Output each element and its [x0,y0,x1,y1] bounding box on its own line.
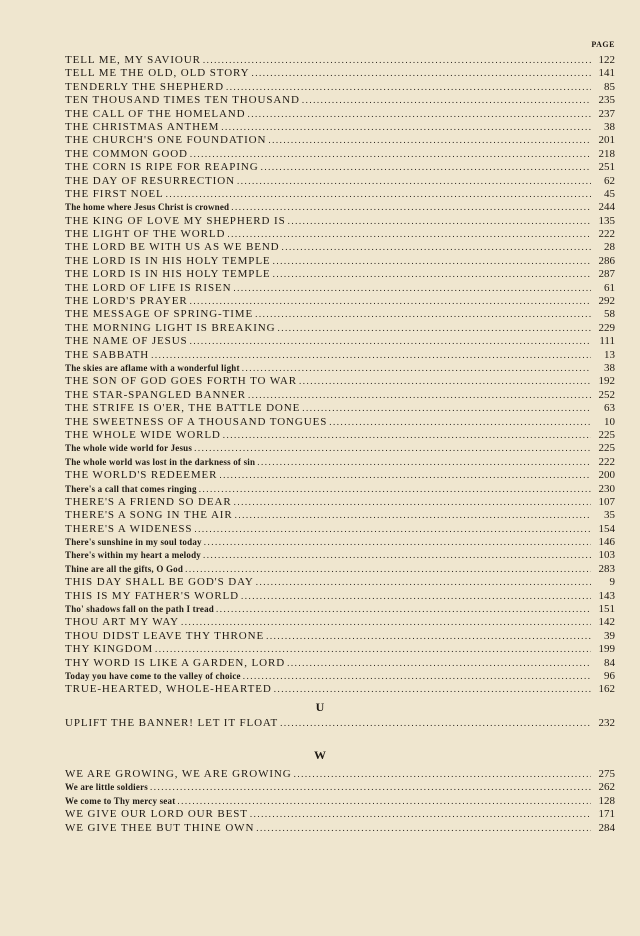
index-entry [65,469,615,482]
index-entry [65,282,615,295]
entry-page-number: 292 [598,295,615,308]
index-entry [65,657,615,670]
index-entry [65,188,615,201]
entry-title: THE LIGHT OF THE WORLD [65,228,226,241]
index-entry [65,603,615,616]
index-list-u [65,717,615,730]
entry-title: THERE'S A SONG IN THE AIR [65,509,233,522]
dot-leader [204,536,591,549]
entry-title: UPLIFT THE BANNER! LET IT FLOAT [65,717,279,729]
entry-page-number: 45 [604,187,615,200]
index-entry [65,335,615,348]
index-entry [65,483,615,496]
dot-leader [194,523,591,536]
index-entry [65,161,615,174]
entry-title: THE KING OF LOVE MY SHEPHERD IS [65,214,286,227]
entry-page-number: 244 [598,201,615,214]
dot-leader [235,509,591,522]
entry-page-number: 284 [598,821,615,834]
index-entry [65,295,615,308]
index-entry [65,442,615,455]
entry-page-number: 235 [598,94,615,107]
index-entry [65,402,615,415]
entry-page-number: 38 [604,361,615,374]
index-entry [65,822,615,835]
entry-title: Thine are all the gifts, O God [65,563,184,574]
index-entry [65,268,615,281]
entry-title: THE FIRST NOEL [65,187,164,200]
entry-title: There's a call that comes ringing [65,483,197,494]
dot-leader [302,402,591,415]
dot-leader [185,563,591,576]
entry-page-number: 222 [598,455,615,468]
entry-title: The whole world was lost in the darkness of sin [65,456,256,467]
entry-page-number: 103 [598,549,615,562]
entry-page-number: 225 [598,442,615,455]
entry-page-number: 96 [604,669,615,682]
section-letter-w: W [314,748,326,762]
index-entry [65,148,615,161]
entry-page-number: 275 [598,768,615,780]
entry-title: The skies are aflame with a wonderful light [65,362,240,373]
index-entry [65,670,615,683]
dot-leader [166,188,591,201]
index-entry [65,781,615,794]
entry-page-number: 62 [604,174,615,187]
entry-page-number: 85 [604,80,615,93]
index-entry [65,496,615,509]
entry-page-number: 38 [604,120,615,133]
index-entry [65,175,615,188]
dot-leader [190,148,591,161]
index-entry [65,389,615,402]
index-entry [65,94,615,107]
entry-title: THE WHOLE WIDE WORLD [65,428,221,441]
dot-leader [219,469,591,482]
entry-title: WE GIVE OUR LORD OUR BEST [65,808,248,821]
index-entry [65,683,615,696]
dot-leader [190,295,591,308]
entry-title: THIS DAY SHALL BE GOD'S DAY [65,576,254,589]
dot-leader [231,201,591,214]
entry-title: THOU ART MY WAY [65,616,179,629]
index-entry [65,121,615,134]
index-entry [65,308,615,321]
index-entry [65,201,615,214]
dot-leader [181,616,591,629]
entry-title: THE CORN IS RIPE FOR REAPING [65,161,259,174]
entry-page-number: 13 [604,348,615,361]
entry-title: THERE'S A FRIEND SO DEAR [65,495,232,508]
index-entry [65,643,615,656]
dot-leader [199,483,591,496]
entry-title: TELL ME, MY SAVIOUR [65,54,201,66]
entry-page-number: 84 [604,656,615,669]
dot-leader [282,241,591,254]
entry-title: THE LORD IS IN HIS HOLY TEMPLE [65,254,271,267]
entry-page-number: 122 [598,54,615,66]
dot-leader [287,657,591,670]
entry-title: THE MESSAGE OF SPRING-TIME [65,308,254,321]
index-entry [65,576,615,589]
entry-title: WE ARE GROWING, WE ARE GROWING [65,768,292,780]
index-entry [65,241,615,254]
index-entry [65,429,615,442]
entry-page-number: 222 [598,228,615,241]
entry-title: THE CALL OF THE HOMELAND [65,107,246,120]
index-entry [65,717,615,730]
dot-leader [150,781,591,794]
dot-leader [248,389,591,402]
index-entry [65,54,615,67]
entry-title: TEN THOUSAND TIMES TEN THOUSAND [65,94,300,107]
entry-page-number: 237 [598,107,615,120]
page-column-header: PAGE [591,40,615,49]
entry-page-number: 218 [598,147,615,160]
entry-page-number: 192 [598,375,615,388]
dot-leader [223,429,591,442]
dot-leader [203,549,591,562]
entry-title: We are little soldiers [65,782,148,793]
entry-title: THE SABBATH [65,348,150,361]
entry-page-number: 199 [598,643,615,656]
dot-leader [234,496,591,509]
dot-leader [194,442,591,455]
index-list-t [65,54,615,697]
entry-title: THE COMMON GOOD [65,147,188,160]
index-entry [65,768,615,781]
index-entry [65,255,615,268]
entry-page-number: 151 [598,603,615,616]
entry-page-number: 154 [598,522,615,535]
entry-title: TELL ME THE OLD, OLD STORY [65,67,250,80]
entry-title: TRUE-HEARTED, WHOLE-HEARTED [65,683,272,696]
entry-page-number: 162 [598,683,615,696]
dot-leader [268,134,591,147]
entry-page-number: 142 [598,616,615,629]
dot-leader [226,81,591,94]
entry-title: THE LORD'S PRAYER [65,295,188,308]
dot-leader [247,108,591,121]
index-entry [65,67,615,80]
entry-title: TENDERLY THE SHEPHERD [65,80,224,93]
dot-leader [241,590,591,603]
dot-leader [299,375,591,388]
dot-leader [252,67,591,80]
entry-page-number: 262 [598,781,615,794]
dot-leader [233,282,591,295]
index-entry [65,349,615,362]
entry-page-number: 286 [598,254,615,267]
dot-leader [256,576,591,589]
dot-leader [280,717,591,730]
index-list-w [65,768,615,835]
entry-page-number: 10 [604,415,615,428]
entry-title: The home where Jesus Christ is crowned [65,202,230,213]
entry-title: THERE'S A WIDENESS [65,522,193,535]
dot-leader [257,456,591,469]
index-entry [65,416,615,429]
entry-title: We come to Thy mercy seat [65,795,176,806]
dot-leader [177,795,591,808]
index-entry [65,509,615,522]
entry-title: THY KINGDOM [65,643,154,656]
entry-page-number: 141 [598,67,615,80]
index-entry [65,81,615,94]
dot-leader [242,362,591,375]
dot-leader [227,228,591,241]
entry-title: THIS IS MY FATHER'S WORLD [65,589,240,602]
entry-page-number: 35 [604,509,615,522]
dot-leader [221,121,591,134]
entry-page-number: 283 [598,562,615,575]
entry-title: THE LORD IS IN HIS HOLY TEMPLE [65,268,271,281]
entry-page-number: 287 [598,268,615,281]
entry-page-number: 225 [598,428,615,441]
entry-title: Today you have come to the valley of choice [65,670,241,681]
entry-title: THE LORD BE WITH US AS WE BEND [65,241,280,254]
entry-page-number: 251 [598,161,615,174]
entry-page-number: 9 [609,576,615,589]
entry-page-number: 39 [604,629,615,642]
entry-page-number: 252 [598,388,615,401]
index-entry [65,590,615,603]
index-entry [65,536,615,549]
dot-leader [237,175,591,188]
entry-page-number: 28 [604,241,615,254]
dot-leader [250,808,591,821]
index-entry [65,795,615,808]
entry-title: THE CHRISTMAS ANTHEM [65,120,220,133]
entry-page-number: 143 [598,589,615,602]
entry-title: THY WORD IS LIKE A GARDEN, LORD [65,656,286,669]
dot-leader [155,643,591,656]
entry-page-number: 230 [598,482,615,495]
dot-leader [288,215,591,228]
entry-page-number: 135 [598,214,615,227]
dot-leader [329,416,591,429]
entry-title: The whole wide world for Jesus [65,443,193,454]
entry-title: Tho' shadows fall on the path I tread [65,604,215,615]
index-entry [65,108,615,121]
entry-title: THE NAME OF JESUS [65,335,188,348]
entry-title: THE STAR-SPANGLED BANNER [65,388,247,401]
dot-leader [273,268,591,281]
dot-leader [190,335,591,348]
entry-page-number: 146 [598,536,615,549]
index-entry [65,456,615,469]
dot-leader [274,683,591,696]
entry-page-number: 111 [599,335,615,348]
entry-title: THE DAY OF RESURRECTION [65,174,235,187]
entry-page-number: 232 [598,717,615,729]
entry-page-number: 201 [598,134,615,147]
index-entry [65,549,615,562]
entry-title: There's sunshine in my soul today [65,537,202,548]
index-entry [65,808,615,821]
index-entry [65,215,615,228]
index-entry [65,134,615,147]
entry-page-number: 128 [598,794,615,807]
entry-page-number: 107 [598,495,615,508]
dot-leader [256,822,591,835]
dot-leader [277,322,591,335]
dot-leader [243,670,591,683]
entry-title: THE MORNING LIGHT IS BREAKING [65,321,276,334]
index-entry [65,630,615,643]
entry-page-number: 63 [604,402,615,415]
dot-leader [273,255,591,268]
entry-title: THE WORLD'S REDEEMER [65,469,218,482]
dot-leader [266,630,591,643]
index-entry [65,375,615,388]
index-entry [65,362,615,375]
entry-page-number: 58 [604,308,615,321]
section-letter-u: U [315,700,325,714]
entry-title: THE SWEETNESS OF A THOUSAND TONGUES [65,415,328,428]
dot-leader [261,161,591,174]
index-entry [65,523,615,536]
dot-leader [151,349,591,362]
dot-leader [216,603,591,616]
entry-page-number: 61 [604,281,615,294]
dot-leader [203,54,591,67]
entry-title: There's within my heart a melody [65,550,201,561]
entry-title: THOU DIDST LEAVE THY THRONE [65,629,265,642]
entry-page-number: 229 [598,321,615,334]
entry-title: THE SON OF GOD GOES FORTH TO WAR [65,375,297,388]
index-entry [65,322,615,335]
entry-title: THE STRIFE IS O'ER, THE BATTLE DONE [65,402,301,415]
entry-title: THE LORD OF LIFE IS RISEN [65,281,232,294]
entry-page-number: 200 [598,469,615,482]
dot-leader [255,308,591,321]
index-entry [65,616,615,629]
entry-title: WE GIVE THEE BUT THINE OWN [65,821,255,834]
index-entry [65,563,615,576]
entry-page-number: 171 [598,808,615,821]
dot-leader [294,768,591,781]
dot-leader [302,94,591,107]
entry-title: THE CHURCH'S ONE FOUNDATION [65,134,267,147]
index-entry [65,228,615,241]
